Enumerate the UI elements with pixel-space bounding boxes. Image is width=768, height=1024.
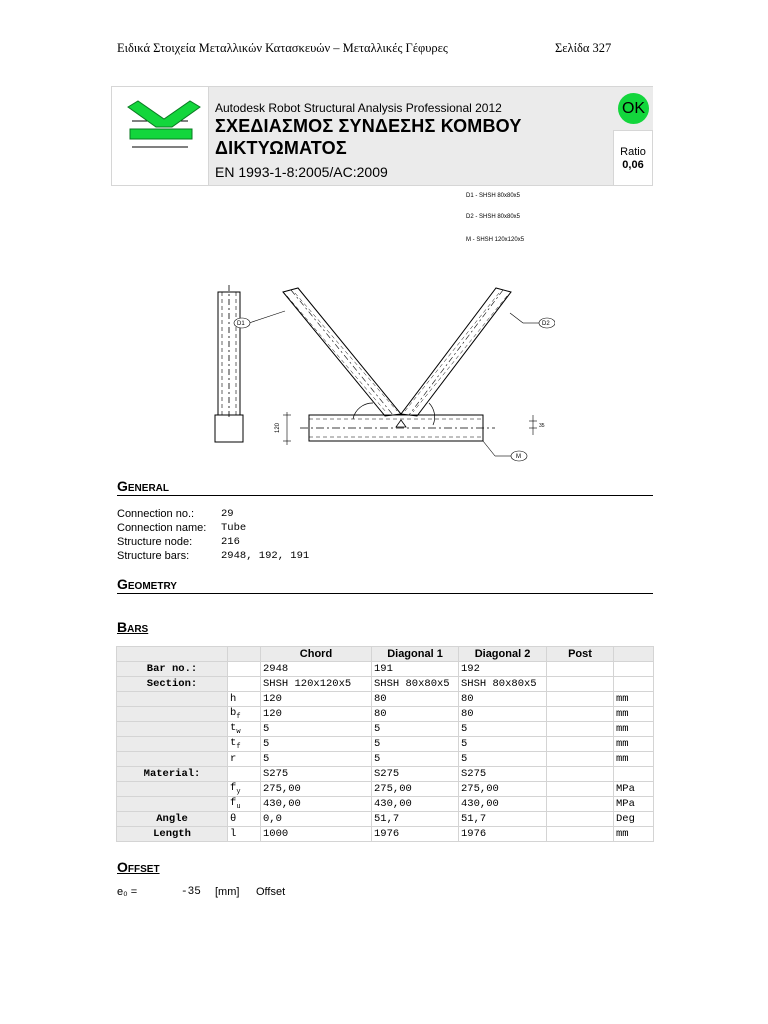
bars-cell-diagonal-2: 430,00 xyxy=(459,797,547,812)
table-row xyxy=(117,662,654,677)
bars-cell-unit: mm xyxy=(614,827,654,842)
bars-cell-chord: 275,00 xyxy=(261,782,372,797)
bars-header-post: Post xyxy=(547,647,614,662)
post-member xyxy=(215,285,243,442)
bars-row-label xyxy=(117,707,228,722)
bars-row-symbol: $f_u$ xyxy=(228,797,261,812)
table-row xyxy=(117,737,654,752)
table-row xyxy=(117,722,654,737)
bars-cell-diagonal-2: 80 xyxy=(459,692,547,707)
bars-header-diagonal-1: Diagonal 1 xyxy=(372,647,459,662)
bars-cell-chord: 5 xyxy=(261,737,372,752)
table-row xyxy=(117,782,654,797)
bars-cell-diagonal-1: 1976 xyxy=(372,827,459,842)
offset-value: -35 xyxy=(181,886,201,898)
table-row xyxy=(117,797,654,812)
bars-cell-post xyxy=(547,737,614,752)
tag-m-label: M xyxy=(516,454,521,460)
bars-row-label xyxy=(117,782,228,797)
angle-arc-left xyxy=(353,403,373,419)
general-label: Connection no.: xyxy=(117,508,195,520)
bars-row-symbol xyxy=(228,767,261,782)
bars-cell-diagonal-2: 51,7 xyxy=(459,812,547,827)
bars-cell-diagonal-1: 51,7 xyxy=(372,812,459,827)
bars-cell-diagonal-2: SHSH 80x80x5 xyxy=(459,677,547,692)
tag-m xyxy=(483,441,527,461)
general-value: 29 xyxy=(221,508,234,520)
diagonal-2-member xyxy=(401,288,511,416)
bars-cell-diagonal-2: 192 xyxy=(459,662,547,677)
bars-row-symbol: $t_f$ xyxy=(228,737,261,752)
general-label: Connection name: xyxy=(117,522,207,534)
status-cell xyxy=(613,87,653,131)
bars-row-symbol: $t_w$ xyxy=(228,722,261,737)
report-banner xyxy=(111,86,653,186)
bars-cell-unit: mm xyxy=(614,707,654,722)
bars-cell-diagonal-1: 275,00 xyxy=(372,782,459,797)
bars-cell-diagonal-2: 5 xyxy=(459,752,547,767)
bars-cell-diagonal-2: S275 xyxy=(459,767,547,782)
offset-row xyxy=(117,886,517,900)
bars-cell-chord: 120 xyxy=(261,707,372,722)
bars-cell-unit: Deg xyxy=(614,812,654,827)
design-code: EN 1993-1-8:2005/AC:2009 xyxy=(215,164,388,180)
bars-row-label xyxy=(117,737,228,752)
bars-cell-diagonal-2: 80 xyxy=(459,707,547,722)
ratio-label: Ratio xyxy=(620,146,646,158)
table-row xyxy=(117,707,654,722)
bars-cell-chord: 1000 xyxy=(261,827,372,842)
bars-row-symbol: $b_f$ xyxy=(228,707,261,722)
bars-heading: Bars xyxy=(117,619,149,635)
bars-cell-post xyxy=(547,767,614,782)
bars-cell-chord: SHSH 120x120x5 xyxy=(261,677,372,692)
bars-cell-post xyxy=(547,692,614,707)
angle-arc-right xyxy=(429,403,435,425)
legend-d2: D2 - SHSH 80x80x5 xyxy=(466,214,521,220)
general-value: 216 xyxy=(221,536,240,548)
bars-cell-post xyxy=(547,752,614,767)
table-row xyxy=(117,767,654,782)
banner-title-box xyxy=(208,87,614,185)
general-value: 2948, 192, 191 xyxy=(221,550,310,562)
general-label: Structure bars: xyxy=(117,550,190,562)
running-header-title: Ειδικά Στοιχεία Μεταλλικών Κατασκευών – Μεταλλικές Γέφυρες xyxy=(117,41,448,55)
bars-table xyxy=(116,646,654,842)
table-row xyxy=(117,677,654,692)
bars-row-label: Bar no.: xyxy=(117,662,228,677)
bars-cell-diagonal-1: 430,00 xyxy=(372,797,459,812)
offset-description: Offset xyxy=(256,886,286,898)
general-value: Tube xyxy=(221,522,247,534)
bars-row-symbol xyxy=(228,677,261,692)
bars-cell-chord: 0,0 xyxy=(261,812,372,827)
bars-cell-post xyxy=(547,707,614,722)
ratio-value: 0,06 xyxy=(622,159,644,171)
bars-row-label: Angle xyxy=(117,812,228,827)
legend-d1: D1 - SHSH 80x80x5 xyxy=(466,193,521,199)
bars-cell-unit: mm xyxy=(614,722,654,737)
bars-cell-diagonal-1: 80 xyxy=(372,692,459,707)
bars-cell-diagonal-1: 5 xyxy=(372,722,459,737)
tag-d2-label: D2 xyxy=(542,321,550,327)
offset-dimension-label: 35 xyxy=(539,423,545,429)
bars-header-diagonal-2: Diagonal 2 xyxy=(459,647,547,662)
offset-heading: Offset xyxy=(117,859,160,875)
bars-row-label: Length xyxy=(117,827,228,842)
table-row xyxy=(117,692,654,707)
bars-row-symbol: $f_y$ xyxy=(228,782,261,797)
bars-cell-diagonal-2: 5 xyxy=(459,737,547,752)
tag-d2 xyxy=(510,313,555,328)
offset-symbol: e₀ = xyxy=(117,886,138,898)
report-title-line-2: ΔΙΚΤΥΩΜΑΤΟΣ xyxy=(215,138,347,158)
bars-row-label: Section: xyxy=(117,677,228,692)
bars-cell-post xyxy=(547,797,614,812)
bars-table-header-row xyxy=(117,647,654,662)
bars-row-symbol xyxy=(228,662,261,677)
bars-cell-unit: mm xyxy=(614,752,654,767)
bars-cell-unit: mm xyxy=(614,692,654,707)
bars-cell-chord: 5 xyxy=(261,722,372,737)
bars-cell-unit xyxy=(614,767,654,782)
bars-row-label xyxy=(117,797,228,812)
bars-row-symbol: r xyxy=(228,752,261,767)
bars-cell-chord: 120 xyxy=(261,692,372,707)
report-title-line-1: ΣΧΕΔΙΑΣΜΟΣ ΣΥΝΔΕΣΗΣ ΚΟΜΒΟΥ xyxy=(215,116,522,136)
bars-cell-diagonal-1: 80 xyxy=(372,707,459,722)
bars-cell-post xyxy=(547,782,614,797)
bars-row-label: Material: xyxy=(117,767,228,782)
software-name: Autodesk Robot Structural Analysis Professional 2012 xyxy=(215,101,502,115)
general-heading: General xyxy=(117,478,653,496)
bars-cell-diagonal-2: 5 xyxy=(459,722,547,737)
bars-cell-unit: MPa xyxy=(614,797,654,812)
tag-d1 xyxy=(234,311,285,328)
bars-cell-chord: 5 xyxy=(261,752,372,767)
bars-header-unit xyxy=(614,647,654,662)
bars-cell-post xyxy=(547,662,614,677)
bars-cell-post xyxy=(547,677,614,692)
diagonal-1-member xyxy=(283,288,401,416)
running-header-page-number: Σελίδα 327 xyxy=(555,41,612,55)
connection-drawing xyxy=(205,275,555,470)
bars-cell-diagonal-2: 275,00 xyxy=(459,782,547,797)
offset-dimension xyxy=(529,415,545,435)
bars-cell-unit xyxy=(614,662,654,677)
bars-cell-diagonal-2: 1976 xyxy=(459,827,547,842)
bars-row-label xyxy=(117,722,228,737)
bars-cell-diagonal-1: SHSH 80x80x5 xyxy=(372,677,459,692)
ok-status-badge: OK xyxy=(618,93,649,124)
bars-header-blank xyxy=(117,647,228,662)
legend-m: M - SHSH 120x120x5 xyxy=(466,237,525,243)
geometry-heading: Geometry xyxy=(117,576,653,594)
bars-row-label xyxy=(117,692,228,707)
truss-node-logo-icon xyxy=(112,87,208,185)
chord-member xyxy=(300,415,495,441)
bars-cell-post xyxy=(547,722,614,737)
bars-header-chord: Chord xyxy=(261,647,372,662)
bars-cell-unit: MPa xyxy=(614,782,654,797)
table-row xyxy=(117,752,654,767)
tag-d1-label: D1 xyxy=(237,321,245,327)
bars-header-blank xyxy=(228,647,261,662)
table-row xyxy=(117,812,654,827)
bars-cell-unit: mm xyxy=(614,737,654,752)
bars-row-symbol: θ xyxy=(228,812,261,827)
bars-row-symbol: h xyxy=(228,692,261,707)
offset-unit: [mm] xyxy=(215,886,240,898)
table-row xyxy=(117,827,654,842)
bars-cell-chord: S275 xyxy=(261,767,372,782)
bars-cell-diagonal-1: 5 xyxy=(372,752,459,767)
chord-height-dimension-label: 120 xyxy=(275,422,281,433)
bars-row-label xyxy=(117,752,228,767)
general-label: Structure node: xyxy=(117,536,193,548)
bars-row-symbol: l xyxy=(228,827,261,842)
running-header xyxy=(0,41,768,59)
bars-cell-post xyxy=(547,827,614,842)
chord-height-dimension xyxy=(275,412,291,445)
bars-cell-diagonal-1: 5 xyxy=(372,737,459,752)
bars-cell-diagonal-1: 191 xyxy=(372,662,459,677)
bars-cell-diagonal-1: S275 xyxy=(372,767,459,782)
ratio-cell xyxy=(613,131,653,185)
bars-cell-chord: 2948 xyxy=(261,662,372,677)
bars-cell-unit xyxy=(614,677,654,692)
bars-cell-post xyxy=(547,812,614,827)
bars-cell-chord: 430,00 xyxy=(261,797,372,812)
